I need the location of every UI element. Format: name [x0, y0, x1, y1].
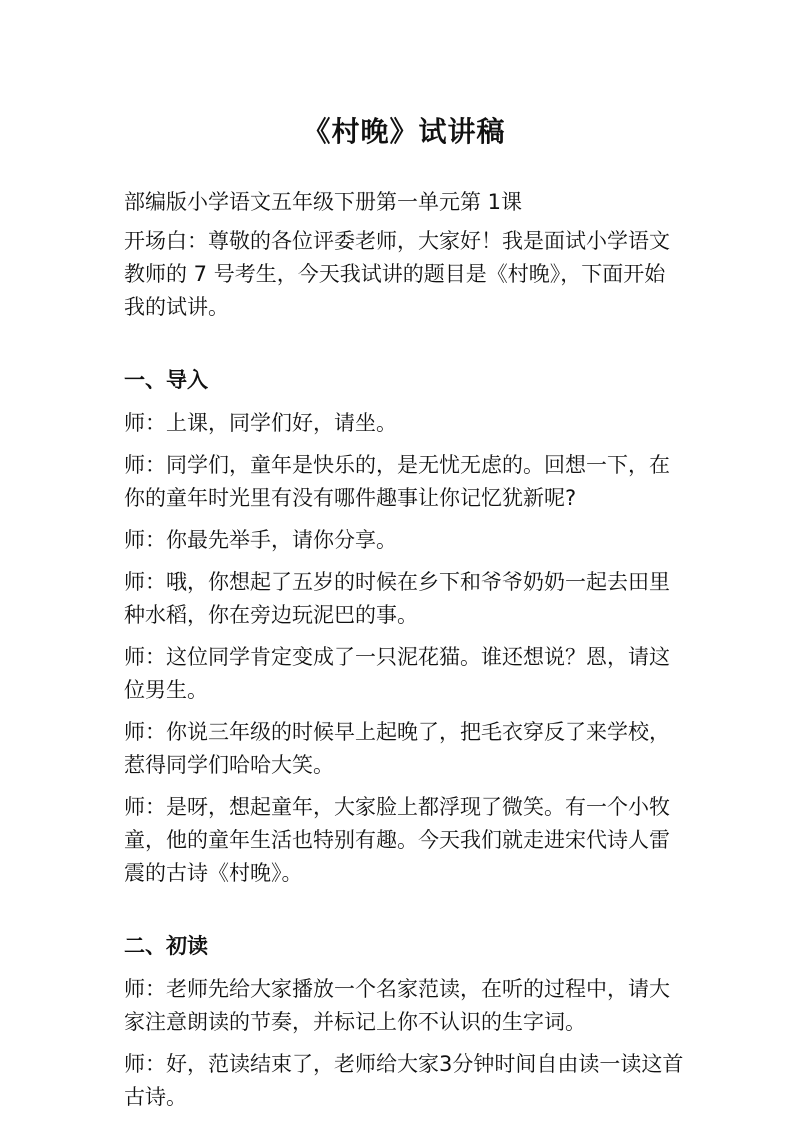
intro-paragraph: 师：上课，同学们好，请坐。 [124, 411, 397, 435]
intro-paragraph: 师：这位同学肯定变成了一只泥花猫。谁还想说？恩，请这位男生。 [124, 645, 670, 702]
intro-paragraph: 师：你最先举手，请你分享。 [124, 528, 397, 552]
first-reading-paragraph: 师：老师先给大家播放一个名家范读，在听的过程中，请大家注意朗读的节奏，并标记上你不认识的生字词。 [124, 977, 670, 1034]
first-reading-paragraph: 师：好，范读结束了，老师给大家3分钟时间自由读一读这首古诗。 [124, 1052, 684, 1109]
intro-paragraph: 师：是呀，想起童年，大家脸上都浮现了微笑。有一个小牧童，他的童年生活也特别有趣。今天我们就走进宋代诗人雷震的古诗《村晚》。 [124, 795, 670, 885]
intro-paragraph: 师：你说三年级的时候早上起晚了，把毛衣穿反了来学校，惹得同学们哈哈大笑。 [124, 720, 670, 777]
intro-paragraph: 师：同学们，童年是快乐的，是无忧无虑的。回想一下，在你的童年时光里有没有哪件趣事让你记忆犹新呢? [124, 453, 670, 510]
opening-paragraph: 开场白：尊敬的各位评委老师，大家好！我是面试小学语文教师的 7 号考生，今天我试讲的题目是《村晚》，下面开始我的试讲。 [124, 229, 670, 319]
section-heading-intro: 一、导入 [124, 368, 208, 392]
intro-paragraph: 师：哦，你想起了五岁的时候在乡下和爷爷奶奶一起去田里种水稻，你在旁边玩泥巴的事。 [124, 570, 670, 627]
lesson-subtitle: 部编版小学语文五年级下册第一单元第 1课 [124, 190, 523, 214]
section-heading-first-reading: 二、初读 [124, 934, 208, 958]
document-title: 《村晚》试讲稿 [302, 115, 506, 148]
